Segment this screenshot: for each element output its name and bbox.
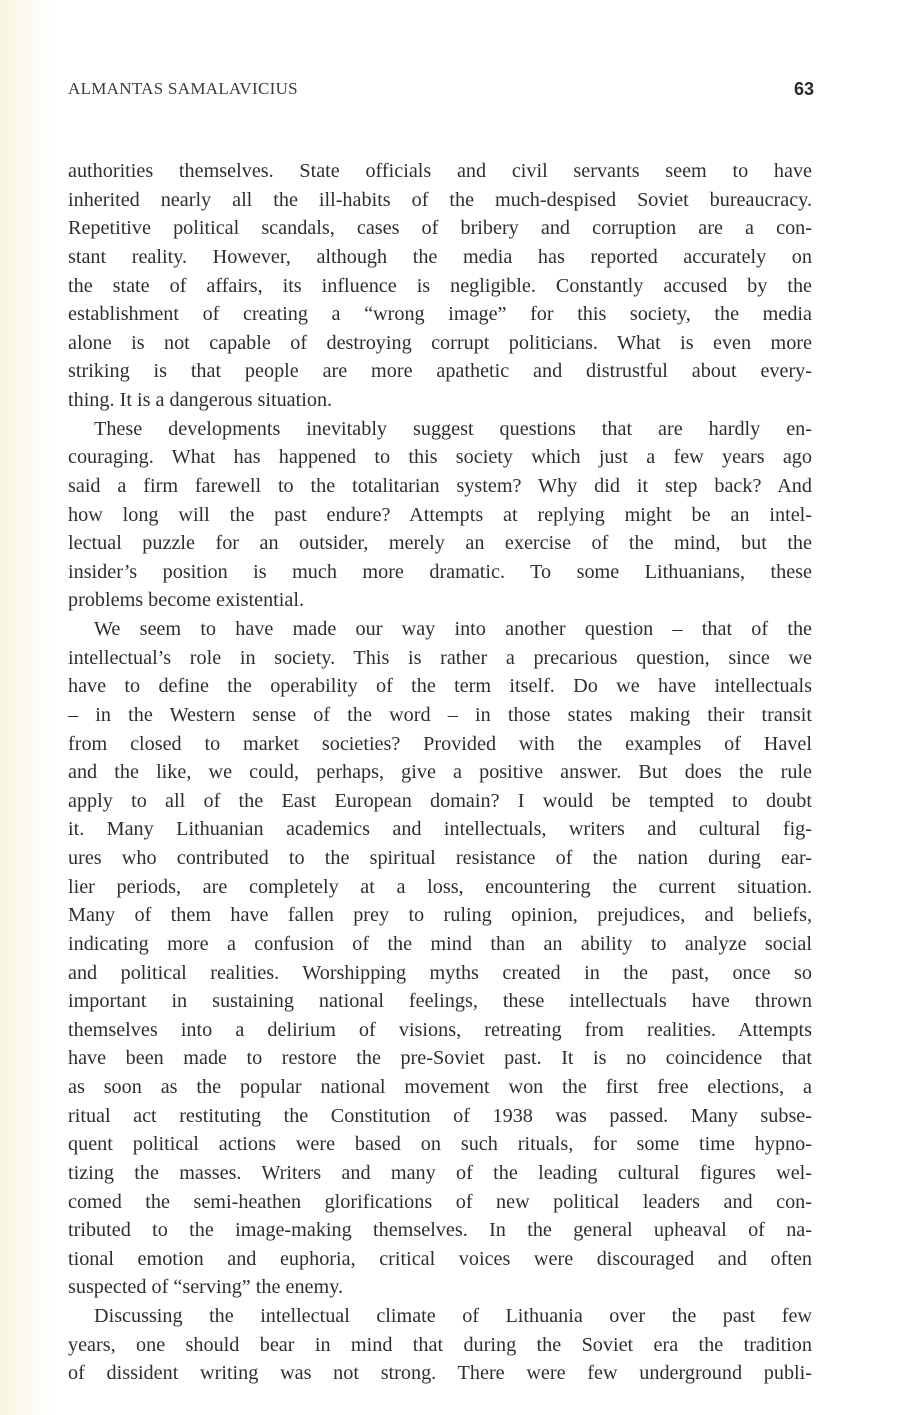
text-line: alone is not capable of destroying corrupt politicians. What is even more <box>68 331 812 354</box>
text-line: couraging. What has happened to this society which just a few years ago <box>68 446 812 469</box>
text-line: Repetitive political scandals, cases of bribery and corruption are a con- <box>68 217 812 240</box>
text-line: Many of them have fallen prey to ruling opinion, prejudices, and beliefs, <box>68 904 812 927</box>
text-line: and the like, we could, perhaps, give a positive answer. But does the rule <box>68 761 812 784</box>
text-line: insider’s position is much more dramatic. To some Lithuanians, these <box>68 560 812 583</box>
text-line: These developments inevitably suggest questions that are hardly en- <box>94 417 812 440</box>
text-line: the state of affairs, its influence is negligible. Constantly accused by the <box>68 274 812 297</box>
text-line: tributed to the image-making themselves. In the general upheaval of na- <box>68 1219 812 1242</box>
text-line: important in sustaining national feelings, these intellectuals have thrown <box>68 990 812 1013</box>
text-line: authorities themselves. State officials and civil servants seem to have <box>68 160 812 182</box>
text-line: of dissident writing was not strong. There were few underground publi- <box>68 1362 812 1385</box>
text-line: lectual puzzle for an outsider, merely an exercise of the mind, but the <box>68 532 812 555</box>
page-gutter-shading <box>0 0 60 1415</box>
body-text <box>68 157 812 1388</box>
running-head <box>68 77 814 101</box>
text-line: have been made to restore the pre-Soviet past. It is no coincidence that <box>68 1047 812 1070</box>
text-line: and political realities. Worshipping myths created in the past, once so <box>68 961 812 984</box>
text-line: Discussing the intellectual climate of Lithuania over the past few <box>94 1305 812 1327</box>
text-line: lier periods, are completely at a loss, encountering the current situation. <box>68 875 812 898</box>
text-line: as soon as the popular national movement won the first free elections, a <box>68 1076 812 1098</box>
running-head-author: ALMANTAS SAMALAVICIUS <box>68 79 298 98</box>
text-line: ritual act restituting the Constitution of 1938 was passed. Many subse- <box>68 1104 812 1127</box>
text-line: stant reality. However, although the media has reported accurately on <box>68 245 812 268</box>
text-line: inherited nearly all the ill-habits of the much-despised Soviet bureaucracy. <box>68 188 812 211</box>
text-line: themselves into a delirium of visions, retreating from realities. Attempts <box>68 1018 812 1041</box>
text-line: ures who contributed to the spiritual resistance of the nation during ear- <box>68 847 812 869</box>
text-line: problems become existential. <box>68 589 305 612</box>
text-line: apply to all of the East European domain? I would be tempted to doubt <box>68 789 812 812</box>
text-line: tizing the masses. Writers and many of the leading cultural figures wel- <box>68 1161 812 1184</box>
text-line: establishment of creating a “wrong image” for this society, the media <box>68 303 812 326</box>
text-line: quent political actions were based on such rituals, for some time hypno- <box>68 1133 812 1156</box>
text-line: We seem to have made our way into another question – that of the <box>94 618 812 640</box>
text-line: years, one should bear in mind that during the Soviet era the tradition <box>68 1333 812 1356</box>
text-line: comed the semi-heathen glorifications of new political leaders and con- <box>68 1190 812 1213</box>
text-line: said a firm farewell to the totalitarian system? Why did it step back? And <box>68 474 812 497</box>
text-line: it. Many Lithuanian academics and intellectuals, writers and cultural fig- <box>68 818 812 841</box>
text-line: from closed to market societies? Provided with the examples of Havel <box>68 732 812 755</box>
page-number: 63 <box>793 79 814 99</box>
text-line: tional emotion and euphoria, critical voices were discouraged and often <box>68 1247 812 1270</box>
text-line: thing. It is a dangerous situation. <box>68 389 333 411</box>
text-line: suspected of “serving” the enemy. <box>68 1276 344 1299</box>
text-line: striking is that people are more apathetic and distrustful about every- <box>68 360 812 383</box>
text-line: how long will the past endure? Attempts at replying might be an intel- <box>68 503 812 526</box>
text-line: indicating more a confusion of the mind than an ability to analyze social <box>68 932 812 955</box>
text-line: have to define the operability of the term itself. Do we have intellectuals <box>68 675 812 698</box>
text-line: intellectual’s role in society. This is rather a precarious question, since we <box>68 646 812 669</box>
text-line: – in the Western sense of the word – in those states making their transit <box>68 703 812 726</box>
